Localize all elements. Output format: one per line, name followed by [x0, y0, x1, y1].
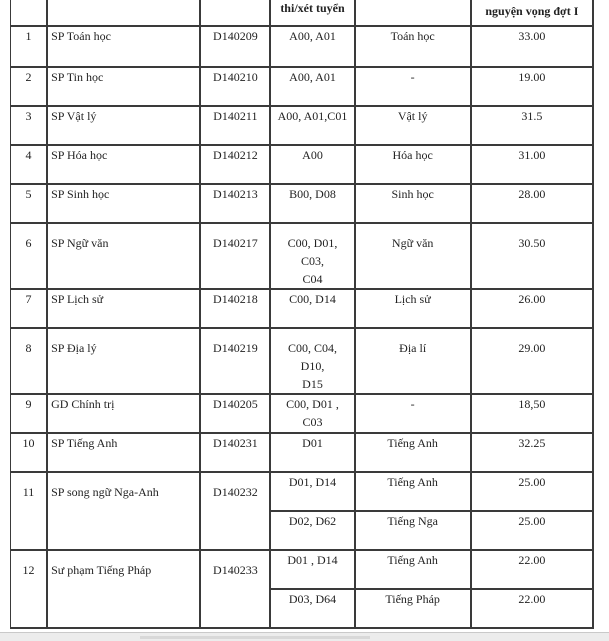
cell-major-code: D140211 [201, 107, 271, 146]
cell-major-name-text: SP Địa lý [51, 341, 97, 355]
header-cell-stt [11, 0, 48, 27]
header-combo-label: thi/xét tuyển [280, 1, 345, 15]
cell-major-code: D140210 [201, 68, 271, 107]
cell-major-name: SP Sinh học [48, 185, 201, 224]
cell-major-name [48, 329, 201, 395]
cell-stt: 2 [11, 68, 48, 107]
cell-stt [11, 473, 48, 551]
cell-main-subject: Tiếng Anh [356, 434, 472, 473]
table-row [11, 551, 594, 590]
cell-stt [11, 224, 48, 290]
cell-main-subject: Hóa học [356, 146, 472, 185]
cell-major-name: SP Tiếng Anh [48, 434, 201, 473]
cell-subject-combo: D01, D14 [271, 473, 355, 512]
cell-combo-line-2: C04 [302, 272, 323, 286]
cell-major-code: D140205 [201, 395, 271, 434]
cell-subject-combo: D01 , D14 [271, 551, 355, 590]
cell-stt: 9 [11, 395, 48, 434]
cell-score: 25.00 [472, 473, 594, 512]
cell-score: 28.00 [472, 185, 594, 224]
cell-main-subject [356, 224, 472, 290]
cell-main-subject: Lịch sử [356, 290, 472, 329]
header-cell-subject [356, 0, 472, 27]
cell-main-subject: Toán học [356, 27, 472, 68]
cell-subject-combo: B00, D08 [271, 185, 355, 224]
cell-major-code: D140212 [201, 146, 271, 185]
cell-subject-combo: C00, D14 [271, 290, 355, 329]
cell-subject-combo [271, 224, 355, 290]
cell-subject-combo: A00, A01 [271, 27, 355, 68]
cell-stt-text: 6 [25, 236, 32, 250]
cell-score [472, 329, 594, 395]
table-row [11, 224, 594, 290]
cell-subject-combo: C00, D01 , C03 [271, 395, 355, 434]
table-row [11, 107, 594, 146]
cell-main-subject: Sinh học [356, 185, 472, 224]
header-cell-code [201, 0, 271, 27]
cell-score: 25.00 [472, 512, 594, 551]
cell-subject-combo: A00, A01 [271, 68, 355, 107]
cell-score: 32.25 [472, 434, 594, 473]
cell-major-code [201, 329, 271, 395]
cell-subject-combo: D01 [271, 434, 355, 473]
cell-major-name: SP Tin học [48, 68, 201, 107]
cell-score [472, 224, 594, 290]
cell-main-subject: Tiếng Pháp [356, 590, 472, 629]
cell-score: 19.00 [472, 68, 594, 107]
header-score-label: nguyện vọng đợt I [485, 4, 579, 18]
table-row [11, 290, 594, 329]
cell-major-name: SP Hóa học [48, 146, 201, 185]
cell-score: 18,50 [472, 395, 594, 434]
cell-major-code [201, 224, 271, 290]
admission-score-table [10, 0, 594, 629]
table-row [11, 146, 594, 185]
cell-combo-line-1: C00, C04, D10, [287, 341, 337, 373]
table-header-row [11, 0, 594, 27]
cell-stt-text: 11 [22, 485, 35, 499]
cell-major-name-text: Sư phạm Tiếng Pháp [51, 563, 152, 577]
cell-stt: 4 [11, 146, 48, 185]
cell-major-code-text: D140219 [213, 341, 258, 355]
cell-stt: 1 [11, 27, 48, 68]
cell-stt: 7 [11, 290, 48, 329]
table-row [11, 27, 594, 68]
cell-stt-text: 12 [22, 563, 35, 577]
cell-stt: 5 [11, 185, 48, 224]
cell-major-name: GD Chính trị [48, 395, 201, 434]
cell-major-name: SP Vật lý [48, 107, 201, 146]
cell-major-code: D140213 [201, 185, 271, 224]
cell-subject-combo: D02, D62 [271, 512, 355, 551]
cell-main-subject: - [356, 68, 472, 107]
cell-subject-combo: D03, D64 [271, 590, 355, 629]
header-cell-combo [271, 0, 355, 27]
cell-score: 31.5 [472, 107, 594, 146]
cell-score: 33.00 [472, 27, 594, 68]
cell-major-code-text: D140233 [213, 563, 258, 577]
cell-main-subject: Tiếng Anh [356, 551, 472, 590]
cell-main-subject-text: Ngữ văn [391, 236, 434, 250]
cell-score-text: 29.00 [518, 341, 546, 355]
cell-stt [11, 551, 48, 629]
table-row [11, 434, 594, 473]
table-row [11, 68, 594, 107]
horizontal-scrollbar-thumb[interactable] [140, 636, 370, 639]
cell-major-code [201, 473, 271, 551]
cell-major-name: SP Lịch sử [48, 290, 201, 329]
cell-combo-line-2: D15 [302, 377, 323, 391]
cell-combo-line-1: C00, D01, C03, [287, 236, 338, 268]
cell-major-code: D140209 [201, 27, 271, 68]
cell-main-subject: Tiếng Nga [356, 512, 472, 551]
table-row [11, 473, 594, 512]
table-row [11, 395, 594, 434]
cell-subject-combo: A00, A01,C01 [271, 107, 355, 146]
cell-subject-combo [271, 329, 355, 395]
cell-major-name [48, 551, 201, 629]
table-row [11, 329, 594, 395]
cell-score: 22.00 [472, 590, 594, 629]
cell-major-name: SP Toán học [48, 27, 201, 68]
cell-main-subject: - [356, 395, 472, 434]
cell-main-subject: Tiếng Anh [356, 473, 472, 512]
cell-stt: 10 [11, 434, 48, 473]
cell-main-subject [356, 329, 472, 395]
cell-score: 22.00 [472, 551, 594, 590]
cell-major-code-text: D140217 [213, 236, 258, 250]
header-cell-name [48, 0, 201, 27]
cell-major-code-text: D140232 [213, 485, 258, 499]
cell-major-code: D140218 [201, 290, 271, 329]
table-row [11, 185, 594, 224]
cell-major-name [48, 224, 201, 290]
cell-score: 31.00 [472, 146, 594, 185]
cell-stt-text: 8 [25, 341, 32, 355]
cell-stt: 3 [11, 107, 48, 146]
header-cell-score [472, 0, 594, 27]
cell-major-name [48, 473, 201, 551]
cell-major-name-text: SP Ngữ văn [51, 236, 109, 250]
cell-subject-combo: A00 [271, 146, 355, 185]
cell-main-subject-text: Địa lí [399, 341, 427, 355]
cell-major-name-text: SP song ngữ Nga-Anh [51, 485, 159, 499]
cell-major-code: D140231 [201, 434, 271, 473]
cell-main-subject: Vật lý [356, 107, 472, 146]
cell-score-text: 30.50 [518, 236, 546, 250]
cell-stt [11, 329, 48, 395]
cell-score: 26.00 [472, 290, 594, 329]
cell-major-code [201, 551, 271, 629]
